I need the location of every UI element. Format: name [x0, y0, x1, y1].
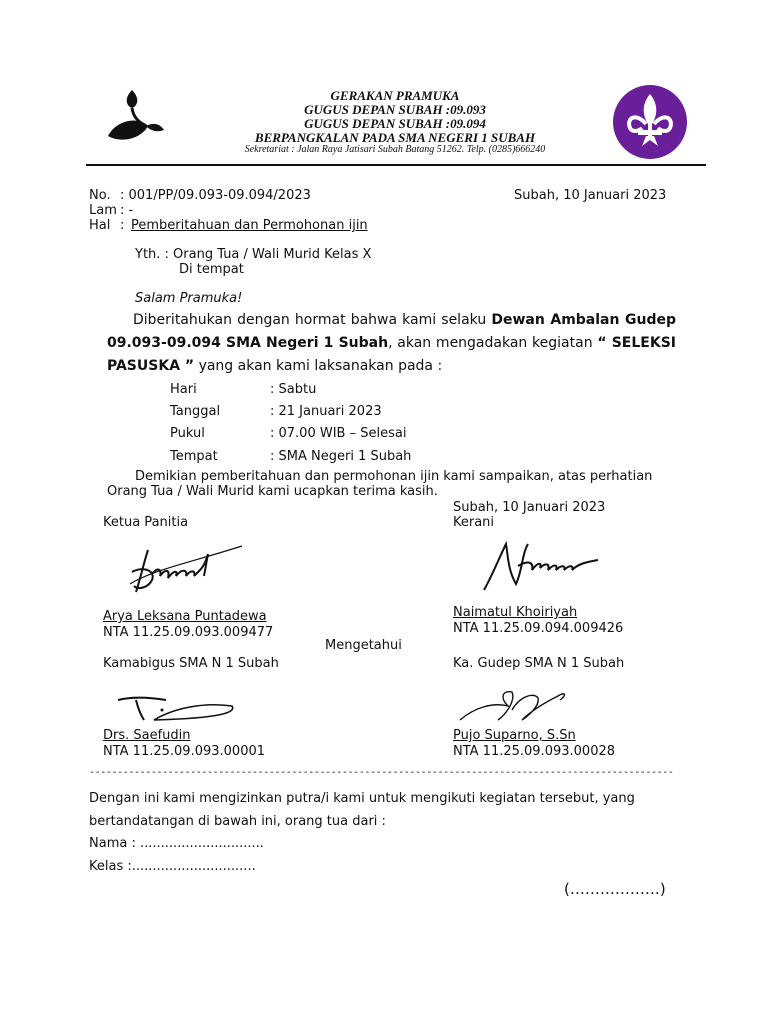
recipient-line-2: Di tempat: [179, 262, 244, 277]
right-signer-nta: NTA 11.25.09.094.009426: [453, 621, 624, 636]
closing-line-1: Demikian pemberitahuan dan permohonan ijin kami sampaikan, atas perhatian: [135, 469, 653, 484]
org-name: GERAKAN PRAMUKA: [330, 88, 460, 103]
letter-date: Subah, 10 Januari 2023: [514, 188, 667, 203]
hal-label: Hal: [89, 218, 111, 233]
detail-label: Pukul: [170, 426, 205, 441]
detail-label: Tempat: [170, 449, 218, 464]
left-signer-title: Ketua Panitia: [103, 515, 189, 530]
cut-line: --------------------------------------------------------------------------------------------------------: [89, 767, 674, 778]
right2-signer-name: Pujo Suparno, S.Sn: [453, 728, 576, 743]
detail-label: Hari: [170, 382, 197, 397]
signature-right-image: [478, 536, 608, 594]
mengetahui-label: Mengetahui: [325, 638, 402, 653]
right-signer-name: Naimatul Khoiriyah: [453, 605, 578, 620]
signature-left-image: [122, 540, 262, 598]
left2-signer-title: Kamabigus SMA N 1 Subah: [103, 656, 279, 671]
signature-date: Subah, 10 Januari 2023: [453, 500, 606, 515]
header-divider: [86, 164, 706, 166]
closing-line-2: Orang Tua / Wali Murid kami ucapkan terima kasih.: [107, 484, 438, 499]
left-signer-name: Arya Leksana Puntadewa: [103, 609, 267, 624]
nama-field: Nama : ..............................: [89, 836, 264, 851]
scout-emblem-icon: [612, 84, 688, 160]
detail-value: : 07.00 WIB – Selesai: [270, 426, 407, 441]
detail-value: : SMA Negeri 1 Subah: [270, 449, 412, 464]
gudep-line-1: GUGUS DEPAN SUBAH :09.093: [304, 102, 486, 117]
left-signer-nta: NTA 11.25.09.093.009477: [103, 625, 274, 640]
left2-signer-nta: NTA 11.25.09.093.00001: [103, 744, 266, 759]
base-school: BERPANGKALAN PADA SMA NEGERI 1 SUBAH: [254, 130, 536, 145]
right-signer-title: Kerani: [453, 515, 495, 530]
detail-label: Tanggal: [170, 404, 221, 419]
body-line-2: [107, 335, 676, 351]
recipient-line-1: Yth. : Orang Tua / Wali Murid Kelas X: [135, 247, 372, 262]
lam-value: : -: [120, 203, 134, 218]
body-text-bold-e: “ SELEKSI: [597, 335, 676, 351]
greeting: Salam Pramuka!: [135, 291, 243, 306]
right2-signer-nta: NTA 11.25.09.093.00028: [453, 744, 616, 759]
lam-label: Lam: [89, 203, 117, 218]
detail-value: : Sabtu: [270, 382, 317, 397]
signature-left2-image: [114, 690, 244, 726]
body-text-d: , akan mengadakan kegiatan: [388, 335, 593, 351]
parent-signature-field: (………………): [564, 880, 666, 898]
body-text-bold-f: PASUSKA ”: [107, 358, 195, 374]
hal-colon: :: [120, 218, 125, 233]
gudep-line-2: GUGUS DEPAN SUBAH :09.094: [304, 116, 486, 131]
body-text-bold-a: Dewan Ambalan Gudep: [491, 312, 677, 328]
no-value: : 001/PP/09.093-09.094/2023: [120, 188, 311, 203]
hal-value: Pemberitahuan dan Permohonan ijin: [131, 218, 368, 233]
no-label: No.: [89, 188, 111, 203]
secretariat-address: Sekretariat : Jalan Raya Jatisari Subah Batang 51262. Telp. (0285)666240: [244, 144, 546, 155]
right2-signer-title: Ka. Gudep SMA N 1 Subah: [453, 656, 625, 671]
kelas-field: Kelas :..............................: [89, 859, 256, 874]
body-text-bold-c: 09.093-09.094 SMA Negeri 1 Subah: [107, 335, 389, 351]
body-line-1: [107, 312, 676, 328]
body-text-g: yang akan kami laksanakan pada :: [198, 358, 443, 374]
signature-right2-image: [456, 686, 574, 726]
detail-value: : 21 Januari 2023: [270, 404, 382, 419]
tunas-kelapa-logo: [102, 86, 166, 148]
body-text-a: Diberitahukan dengan hormat bahwa kami selaku: [133, 312, 487, 328]
consent-line-1: Dengan ini kami mengizinkan putra/i kami untuk mengikuti kegiatan tersebut, yang: [89, 791, 635, 806]
consent-line-2: bertandatangan di bawah ini, orang tua dari :: [89, 814, 386, 829]
left2-signer-name: Drs. Saefudin: [103, 728, 191, 743]
body-line-3: [107, 358, 442, 374]
